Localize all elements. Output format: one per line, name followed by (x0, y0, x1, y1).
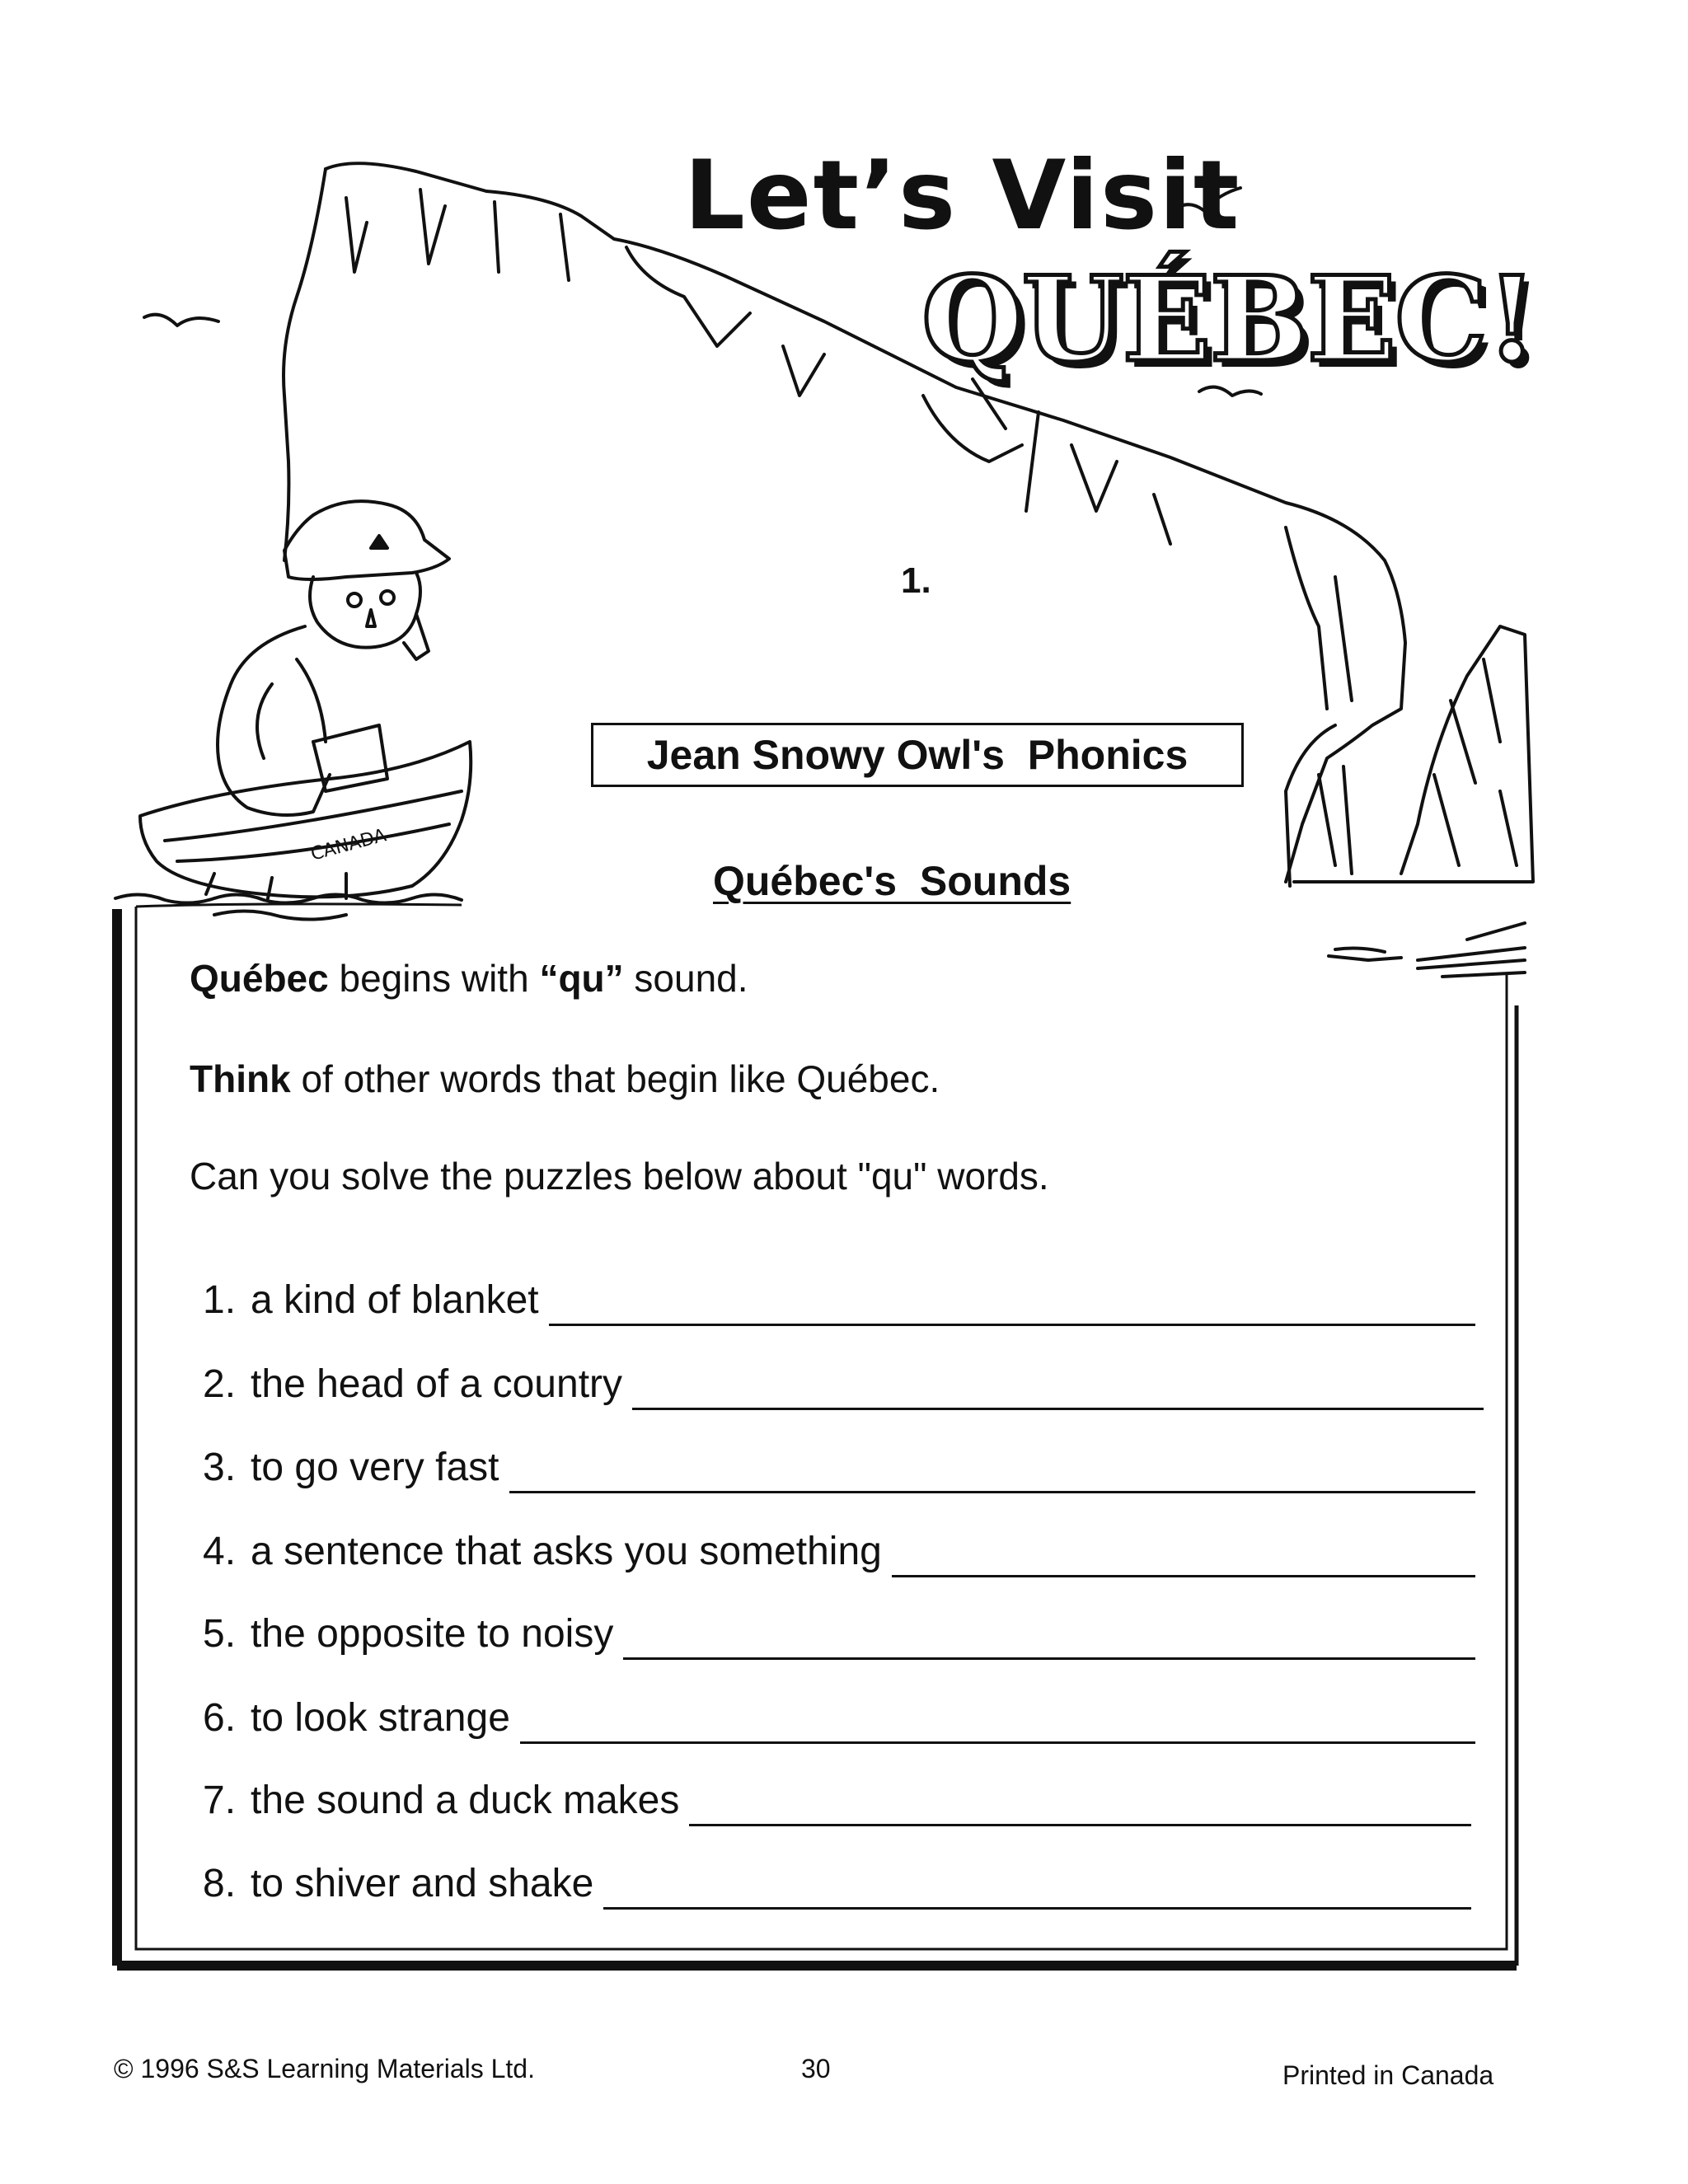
section-title: Québec's Sounds (713, 858, 1071, 904)
puzzle-number: 4. (203, 1530, 237, 1573)
puzzle-number: 6. (203, 1696, 237, 1740)
intro-line-2 (190, 1057, 940, 1101)
footer-copyright: © 1996 S&S Learning Materials Ltd. (114, 2054, 535, 2083)
puzzle-item (203, 1445, 499, 1490)
puzzle-item (203, 1861, 593, 1906)
puzzle-clue: a kind of blanket (251, 1278, 539, 1322)
answer-line[interactable] (623, 1657, 1475, 1660)
intro-text-2: of other words that begin like Québec. (290, 1057, 940, 1100)
seagull-icon (144, 315, 218, 326)
puzzle-number: 8. (203, 1862, 237, 1905)
puzzle-clue: to shiver and shake (251, 1862, 594, 1905)
puzzle-clue: to go very fast (251, 1446, 499, 1489)
puzzle-clue: a sentence that asks you something (251, 1530, 882, 1573)
intro-text: begins with (328, 957, 540, 1000)
intro-think: Think (190, 1057, 291, 1100)
phonics-heading-box (591, 723, 1244, 787)
puzzle-number: 5. (203, 1612, 237, 1656)
puzzle-item (203, 1778, 679, 1823)
puzzle-number: 1. (203, 1278, 237, 1322)
footer-page-number: 30 (801, 2054, 831, 2083)
phonics-heading: Jean Snowy Owl's Phonics (646, 732, 1189, 778)
puzzle-clue: to look strange (251, 1696, 510, 1740)
intro-bold-qu: “qu” (539, 957, 624, 1000)
boat-icon (140, 742, 471, 897)
answer-line[interactable] (892, 1575, 1475, 1577)
puzzle-item (203, 1611, 613, 1657)
puzzle-number: 2. (203, 1362, 237, 1406)
puzzle-item (203, 1361, 622, 1407)
answer-line[interactable] (549, 1324, 1475, 1326)
puzzle-number: 3. (203, 1446, 237, 1489)
answer-line[interactable] (632, 1408, 1484, 1410)
intro-line-3: Can you solve the puzzles below about "qu" words. (190, 1155, 1049, 1197)
puzzle-number: 7. (203, 1779, 237, 1822)
puzzle-item (203, 1277, 539, 1323)
puzzle-item (203, 1695, 510, 1741)
intro-line-1 (190, 956, 748, 1001)
owl-hat-icon (284, 501, 449, 579)
puzzle-clue: the head of a country (251, 1362, 623, 1406)
intro-bold-word: Québec (190, 957, 329, 1000)
intro-text-end: sound. (623, 957, 748, 1000)
page-marker: 1. (901, 560, 931, 601)
boat-label: CANADA (308, 825, 389, 865)
answer-line[interactable] (520, 1741, 1475, 1744)
puzzle-clue: the opposite to noisy (251, 1612, 614, 1656)
answer-line[interactable] (509, 1491, 1475, 1493)
title-line-1: Let’s Visit (684, 140, 1241, 251)
answer-line[interactable] (603, 1907, 1471, 1910)
puzzle-clue: the sound a duck makes (251, 1779, 680, 1822)
footer-printed: Printed in Canada (1282, 2060, 1494, 2090)
answer-line[interactable] (689, 1824, 1471, 1826)
puzzle-item (203, 1529, 882, 1574)
title-line-2: QUÉBEC! (921, 251, 1536, 388)
seagull-icon (1199, 387, 1261, 396)
